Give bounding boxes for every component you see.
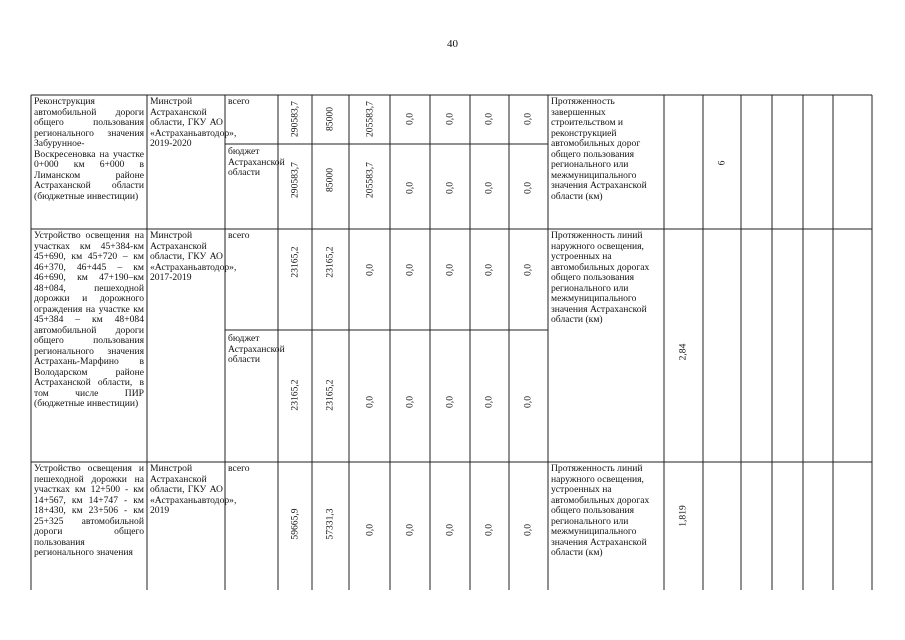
row1-budget-value-3: 205583,7 xyxy=(364,162,376,198)
row3-indicator-cell: Протяженность линий наружного освещения, устроенных на автомобильных дорогах общего пользования регионального или межмуниципального значения Астраханской области (км) xyxy=(551,463,650,558)
row3-total-value-2: 57331,3 xyxy=(324,508,336,540)
row2-total-value-7: 0,0 xyxy=(522,264,534,276)
row2-total-value-5: 0,0 xyxy=(444,264,456,276)
row1-budget-value-4: 0,0 xyxy=(404,182,416,194)
row3-total-value-5: 0,0 xyxy=(444,524,456,536)
row1-budget-value-5: 0,0 xyxy=(444,182,456,194)
row3-source-total: всего xyxy=(228,463,250,474)
row3-total-value-4: 0,0 xyxy=(404,524,416,536)
row2-target-value: 2,84 xyxy=(677,343,689,361)
row2-budget-value-1: 23165,2 xyxy=(289,379,301,411)
row2-budget-value-5: 0,0 xyxy=(444,396,456,408)
row2-budget-value-7: 0,0 xyxy=(522,396,534,408)
row2-total-value-1: 23165,2 xyxy=(289,246,301,278)
row2-total-value-3: 0,0 xyxy=(364,264,376,276)
row2-budget-value-4: 0,0 xyxy=(404,396,416,408)
row3-event-cell: Устройство освещения и пешеходной дорожки на участках км 12+500 - км 14+567, км 14+747 - км 18+430, км 23+506 - км 25+325 автомобильной дороги общего пользования регионального значения xyxy=(34,463,144,558)
row2-indicator-cell: Протяженность линий наружного освещения, устроенных на автомобильных дорогах общего пользования регионального или межмуниципального значения Астраханской области (км) xyxy=(551,230,650,325)
row1-executor-cell: Минстрой Астраханской области, ГКУ АО «Астраханьавтодор», 2019-2020 xyxy=(150,96,237,149)
row2-budget-value-3: 0,0 xyxy=(364,396,376,408)
row2-source-budget: бюджет Астраханской области xyxy=(228,333,285,365)
row1-budget-value-2: 85000 xyxy=(324,168,336,192)
page-number: 40 xyxy=(447,38,458,50)
row2-budget-value-2: 23165,2 xyxy=(324,379,336,411)
row1-source-budget: бюджет Астраханской области xyxy=(228,146,285,178)
row1-total-value-2: 85000 xyxy=(324,107,336,131)
row1-source-total: всего xyxy=(228,96,250,107)
row1-total-value-5: 0,0 xyxy=(444,113,456,125)
row3-total-value-7: 0,0 xyxy=(522,524,534,536)
row1-indicator-cell: Протяженность завершенных строительством и реконструкцией автомобильных дорог общего пользования регионального или межмуниципального значения Астраханской области (км) xyxy=(551,96,647,202)
row1-event-cell: Реконструкция автомобильной дороги общего пользования регионального значения Забурунное-Воскресеновка на участке 0+000 км 6+000 в Лиманском районе Астраханской области (бюджетные инвестиции) xyxy=(34,96,144,202)
row1-total-value-1: 290583,7 xyxy=(289,101,301,137)
row1-target-value: 6 xyxy=(716,160,728,166)
row3-executor-cell: Минстрой Астраханской области, ГКУ АО «Астраханьавтодор», 2019 xyxy=(150,463,237,516)
row3-total-value-1: 59665,9 xyxy=(289,508,301,540)
row2-total-value-4: 0,0 xyxy=(404,264,416,276)
row1-budget-value-6: 0,0 xyxy=(483,182,495,194)
row1-total-value-3: 205583,7 xyxy=(364,101,376,137)
row1-total-value-4: 0,0 xyxy=(404,113,416,125)
row2-source-total: всего xyxy=(228,230,250,241)
row2-event-cell: Устройство освещения на участках км 45+384-км 45+690, км 45+720 – км 46+370, 46+445 – км 46+690, км 47+190–км 48+084, пешеходной дорожки и дорожного ограждения на участке км 45+384 – км 48+084 автомобильной дороги общего пользования регионального значения Астрахань-Марфино в Володарском районе Астраханской области, в том числе ПИР (бюджетные инвестиции) xyxy=(34,230,144,409)
row1-budget-value-1: 290583,7 xyxy=(289,162,301,198)
row2-budget-value-6: 0,0 xyxy=(483,396,495,408)
row3-total-value-6: 0,0 xyxy=(483,524,495,536)
row3-total-value-3: 0,0 xyxy=(364,524,376,536)
row2-total-value-6: 0,0 xyxy=(483,264,495,276)
row2-total-value-2: 23165,2 xyxy=(324,246,336,278)
row1-total-value-6: 0,0 xyxy=(483,113,495,125)
row1-budget-value-7: 0,0 xyxy=(522,182,534,194)
row1-total-value-7: 0,0 xyxy=(522,113,534,125)
row2-executor-cell: Минстрой Астраханской области, ГКУ АО «Астраханьавтодор», 2017-2019 xyxy=(150,230,237,283)
row3-target-value: 1,819 xyxy=(677,505,689,527)
